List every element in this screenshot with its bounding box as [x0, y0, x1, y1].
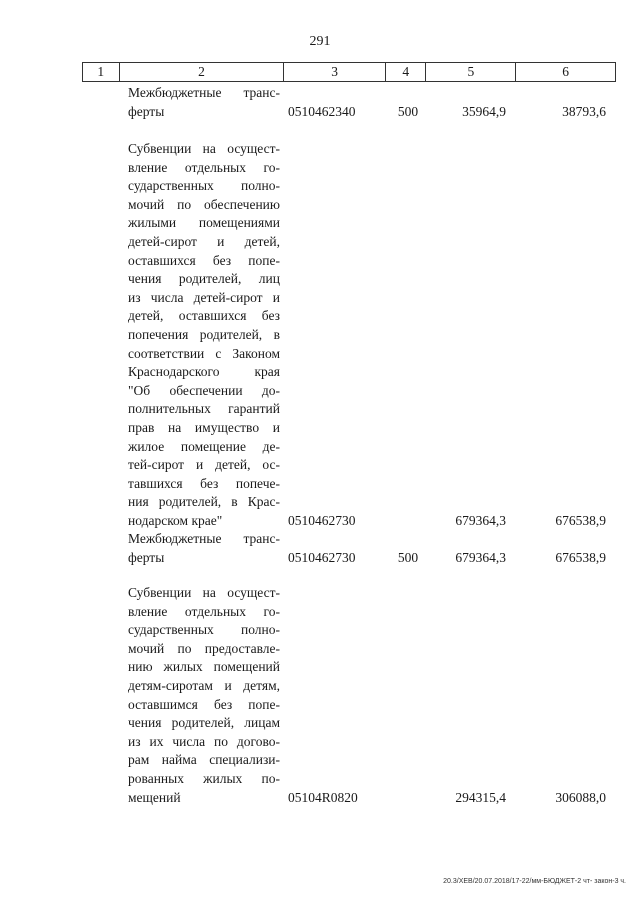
- description-line: детей-сирот и детей,: [128, 233, 280, 249]
- description-line: мочий по обеспечению: [128, 196, 280, 212]
- description-line: "Об обеспечении до-: [128, 382, 280, 398]
- row-amount-year2: 38793,6: [562, 103, 606, 119]
- col-header-5: 5: [426, 63, 516, 82]
- description-line: вление отдельных го-: [128, 603, 280, 619]
- description-line: соответствии с Законом: [128, 345, 280, 361]
- description-line: ния родителей, в Крас-: [128, 494, 280, 510]
- description-line: оставшимся без попе-: [128, 696, 280, 712]
- row-amount-year1: 679364,3: [455, 513, 506, 528]
- row-amount-year2: 306088,0: [555, 789, 606, 805]
- row-code: 0510462730: [288, 549, 356, 565]
- row-description: [128, 584, 280, 807]
- description-line: Субвенции на осущест-: [128, 585, 280, 600]
- column-header-table: [82, 62, 616, 82]
- description-line: вление отдельных го-: [128, 159, 280, 175]
- description-line: детям-сиротам и детям,: [128, 677, 280, 693]
- description-line: прав на имущество и: [128, 419, 280, 435]
- description-line: рованных жилых по-: [128, 770, 280, 786]
- row-description: [128, 140, 280, 530]
- description-line: полнительных гарантий: [128, 401, 280, 417]
- col-header-1: 1: [83, 63, 120, 82]
- page-number: 291: [309, 34, 331, 49]
- row-amount-year1: 294315,4: [455, 789, 506, 805]
- row-code: 0510462340: [288, 103, 356, 119]
- row-amount-year2: 676538,9: [555, 549, 606, 565]
- description-line: Субвенции на осущест-: [128, 141, 280, 156]
- description-line: из числа детей-сирот и: [128, 289, 280, 305]
- description-line: Краснодарского края: [128, 364, 280, 380]
- description-line: жилое помещение де-: [128, 438, 280, 454]
- col-header-3: 3: [284, 63, 386, 82]
- description-line: ферты: [128, 103, 165, 119]
- row-code: 0510462730: [288, 513, 356, 528]
- col-header-4: 4: [385, 63, 426, 82]
- description-line: жилыми помещениями: [128, 215, 280, 231]
- description-line: рам найма специализи-: [128, 752, 280, 768]
- description-line: чения родителей, лицам: [128, 715, 280, 731]
- description-line: чения родителей, лиц: [128, 271, 280, 287]
- description-line: нодарском крае": [128, 512, 223, 528]
- row-code: 05104R0820: [288, 789, 358, 805]
- row-amount-year2: 676538,9: [555, 513, 606, 528]
- description-line: сударственных полно-: [128, 178, 280, 194]
- description-line: Межбюджетные транс-: [128, 531, 280, 546]
- row-description: [128, 84, 280, 121]
- description-line: мещений: [128, 789, 181, 805]
- row-expense-type: 500: [397, 549, 419, 565]
- description-line: попечения родителей, в: [128, 326, 280, 342]
- description-line: мочий по предоставле-: [128, 640, 280, 656]
- description-line: тей-сирот и детей, ос-: [128, 457, 280, 473]
- row-amount-year1: 35964,9: [462, 103, 506, 119]
- col-header-6: 6: [516, 63, 616, 82]
- description-line: нию жилых помещений: [128, 659, 280, 675]
- row-description: [128, 530, 280, 567]
- description-line: ферты: [128, 549, 165, 565]
- description-line: из их числа по догово-: [128, 733, 280, 749]
- description-line: сударственных полно-: [128, 622, 280, 638]
- row-amount-year1: 679364,3: [455, 549, 506, 565]
- description-line: оставшихся без попе-: [128, 252, 280, 268]
- description-line: тавшихся без попече-: [128, 475, 280, 491]
- description-line: Межбюджетные транс-: [128, 85, 280, 100]
- row-expense-type: 500: [397, 103, 419, 119]
- description-line: детей, оставшихся без: [128, 308, 280, 324]
- footer-reference: 20.3/XEB/20.07.2018/17-22/мм-БЮДЖЕТ-2 чт- закон-3 ч.: [443, 878, 626, 885]
- col-header-2: 2: [119, 63, 284, 82]
